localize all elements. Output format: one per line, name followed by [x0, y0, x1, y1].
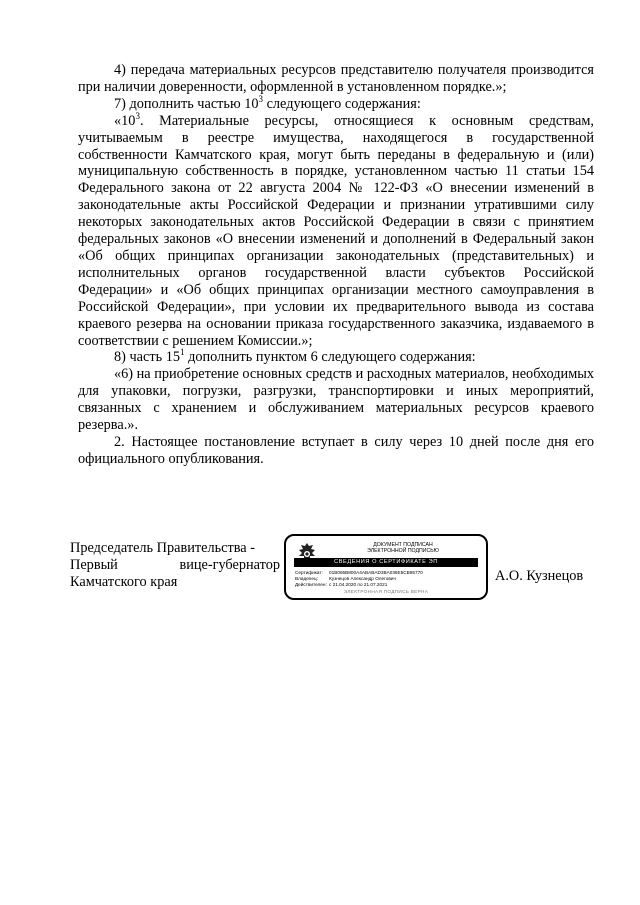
signatory-title-line3: Камчатского края — [70, 574, 178, 590]
signer-name: А.О. Кузнецов — [495, 568, 584, 584]
stamp-certificate-bar: СВЕДЕНИЯ О СЕРТИФИКАТЕ ЭП — [294, 558, 478, 567]
superscript: 1 — [180, 347, 185, 358]
paragraph-point-6: «6) на приобретение основных средств и расходных материалов, необходимых для упаковки, погрузки, разгрузки, транспортировки и иных мероприятий, связанных с хранением и обслуживанием материальных ресурсов краевого резерва.». — [78, 366, 594, 434]
paragraph-part-10-3: «$10^3$. Материальные ресурсы, относящиеся к основным средствам, учитываемым в реестре имущества, находящегося в государственной собственности Камчатского края, могут быть переданы в федеральную и (или) муниципальную собственность в порядке, установленном частью 11 статьи 154 Федерального закона от 22 августа 2004 № 122-ФЗ «О внесении изменений в законодательные акты Российской Федерации и признании утратившими силу некоторых законодательных актов Российской Федерации в связи с принятием федеральных законов «О внесении изменений и дополнений в Федеральный закон «Об общих принципах организации законодательных (представительных) и исполнительных органов государственной власти субъектов Российской Федерации» и «Об общих принципах организации местного самоуправления в Российской Федерации», при условии их предварительного вывода из состава краевого резерва на основании приказа государственного заказчика, издаваемого в соответствии с решением Комиссии.»; — [78, 110, 594, 349]
stamp-row-validity: Действителен: с 21.04.2020 по 21.07.2021 — [295, 582, 388, 587]
stamp-row-owner: Владелец: Кузнецов Александр Олегович — [295, 576, 396, 581]
stamp-header: ДОКУМЕНТ ПОДПИСАН ЭЛЕКТРОННОЙ ПОДПИСЬЮ — [367, 542, 439, 555]
superscript: 3 — [135, 110, 140, 121]
superscript: 3 — [258, 94, 263, 105]
signatory-title — [70, 540, 280, 591]
paragraph-effective-date: 2. Настоящее постановление вступает в силу через 10 дней после дня его официального опубликования. — [78, 433, 594, 467]
electronic-signature-stamp — [284, 534, 488, 600]
signatory-title-line2: Первый вице-губернатор — [70, 557, 280, 573]
paragraph-item-7: 7) дополнить частью $10^3$ следующего содержания: — [114, 94, 421, 112]
stamp-details — [295, 570, 480, 588]
signatory-title-line1: Председатель Правительства - — [70, 540, 255, 556]
stamp-row-certificate: Сертификат: 01B065B800A4ABABAD3BA036E5CB95770 — [295, 570, 423, 575]
paragraph-item-4: 4) передача материальных ресурсов представителю получателя производится при наличии доверенности, оформленной в установленном порядке.»; — [78, 62, 594, 95]
document-body — [78, 62, 594, 468]
stamp-footer: ЭЛЕКТРОННАЯ ПОДПИСЬ ВЕРНА — [343, 589, 429, 594]
paragraph-item-8: 8) часть $15^1$ дополнить пунктом 6 следующего содержания: — [114, 347, 476, 366]
